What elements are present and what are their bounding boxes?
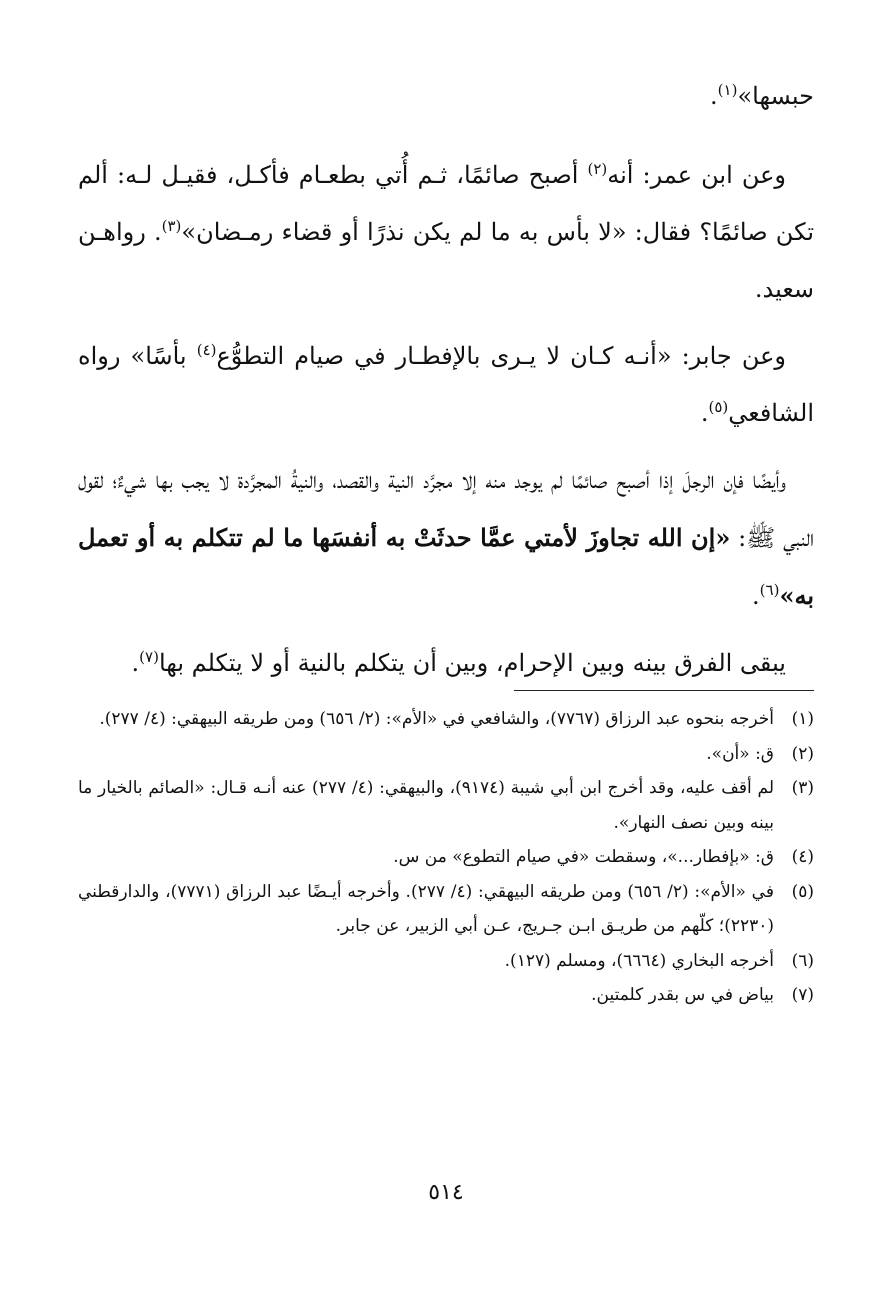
footnote-text: بياض في س بقدر كلمتين. — [591, 985, 774, 1005]
paragraph-3 — [78, 328, 814, 442]
footnote-6 — [78, 944, 814, 979]
paragraph-4-text: وأيضًا فإن الرجلَ إذا أصبح صائمًا لم يوجد منه إلا مجرَّد النية والقصد، والنيةُ المجرَّدة لا يجب بها شيءٌ؛ لقول النبي ﷺ: — [78, 466, 815, 552]
footnote-3 — [78, 771, 814, 840]
footnote-text: ق: «بإفطار...»، وسقطت «في صيام التطوع» من س. — [393, 847, 774, 867]
footnote-ref-4[interactable]: (٤) — [196, 341, 217, 359]
paragraph-5-text: يبقى الفرق بينه وبين الإحرام، وبين أن يتكلم بالنية أو لا يتكلم بها — [158, 649, 786, 677]
footnote-2 — [78, 737, 814, 772]
footnote-divider — [514, 690, 814, 691]
footnote-number: (٢) — [791, 743, 814, 764]
footnote-text: أخرجه البخاري (٦٦٦٤)، ومسلم (١٢٧). — [504, 950, 774, 971]
footnote-text: لم أقف عليه، وقد أخرج ابن أبي شيبة (٩١٧٤)، والبيهقي: (٤/ ٢٧٧) عنه أنـه قـال: «الصائم بالخيار ما بينه وبين نصف النهار». — [78, 778, 774, 833]
paragraph-3-text-b: بأسًا» رواه الشافعي — [78, 342, 814, 427]
footnote-text: في «الأم»: (٢/ ٦٥٦) ومن طريقه البيهقي: (٤/ ٢٧٧). وأخرجه أيـضًا عبد الرزاق (٧٧٧١)، والدارقطني (٢٢٣٠)؛ كلّهم من طريـق ابـن جـريج، عـن أبي الزبير، عن جابر. — [78, 881, 774, 936]
paragraph-1 — [78, 68, 814, 125]
paragraph-2 — [78, 147, 814, 318]
footnote-number: (١) — [791, 709, 814, 729]
paragraph-5-end: . — [131, 649, 140, 677]
paragraph-3-end: . — [700, 399, 709, 427]
footnote-ref-7[interactable]: (٧) — [139, 648, 159, 666]
footnotes — [78, 702, 814, 1013]
paragraph-2-text-a: وعن ابن عمر: أنه — [607, 161, 787, 189]
footnote-ref-1[interactable]: (١) — [717, 81, 738, 99]
hadith-quote: «إن الله تجاوزَ لأمتي عمَّا حدثَتْ به أنفسَها ما لم تتكلم به أو تعمل به» — [78, 523, 814, 610]
paragraph-4-end: . — [752, 582, 760, 610]
paragraph-3-text-a: وعن جابر: «أنـه كـان لا يـرى بالإفطـار في صيام التطوُّع — [216, 342, 787, 370]
paragraph-1-end: . — [710, 82, 718, 110]
footnote-ref-2[interactable]: (٢) — [587, 160, 608, 178]
footnote-number: (٤) — [791, 847, 814, 867]
footnote-text: أخرجه بنحوه عبد الرزاق (٧٧٦٧)، والشافعي في «الأم»: (٢/ ٦٥٦) ومن طريقه البيهقي: (٤/ ٢٧٧). — [99, 709, 774, 729]
footnote-1 — [78, 702, 814, 737]
footnote-ref-3[interactable]: (٣) — [161, 217, 182, 235]
footnote-4 — [78, 840, 814, 875]
page-number: ٥١٤ — [428, 1180, 464, 1205]
paragraph-4 — [78, 452, 814, 625]
paragraph-2-text-c: . رواهـن سعيد. — [78, 218, 814, 303]
main-text — [78, 68, 814, 702]
footnote-number: (٦) — [791, 950, 814, 971]
footnote-ref-5[interactable]: (٥) — [708, 398, 729, 416]
footnote-5 — [78, 875, 814, 944]
footnote-number: (٧) — [791, 985, 814, 1005]
footnote-ref-6[interactable]: (٦) — [759, 581, 780, 599]
footnote-7 — [78, 978, 814, 1013]
footnote-number: (٥) — [791, 881, 814, 902]
footnote-number: (٣) — [791, 778, 814, 798]
paragraph-5 — [78, 635, 814, 692]
footnote-text: ق: «أن». — [706, 743, 774, 764]
paragraph-1-text: حبسها» — [737, 82, 814, 110]
paragraph-2-text-b: أصبح صائمًا، ثـم أُتي بطعـام فأكـل، فقيـل لـه: ألم تكن صائمًا؟ فقال: «لا بأس به ما لم يكن نذرًا أو قضاء رمـضان» — [78, 161, 815, 246]
